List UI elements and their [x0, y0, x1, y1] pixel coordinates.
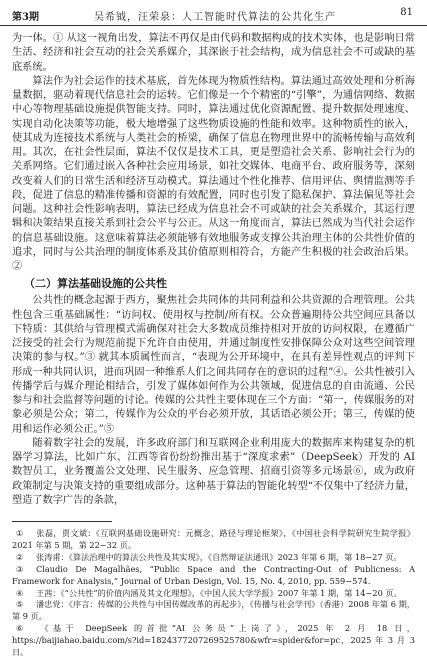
section-heading: （二）算法基础设施的公共性 [24, 277, 167, 291]
paragraph-publicness-concept: 公共性的概念起源于西方，聚焦社会共同体的共同利益和公共资源的合理管理。公共性包含三重基础属性：“访问权、使用权与控制/所有权。公众普遍期待公共空间应具备以下特质：其供给与管理模式需确保对社会大多数成员维持相对开放的访问权限，在遵循广泛接受的社会行为规范前提下允许自由使用，并通过制度性安排保障公众对这些空间管理决策的参与权。”③ 就其本质属性而言，“表现为公开环境中，在具有差异性观点的评判下形成一种共同认识，进而巩固一种维系人们之间共同存在的意识的过程”④。公共性被引入传播学后与媒介理论相结合，引发了媒体如何作为公共领域，促进信息的自由流通、公民参与和社会监督等问题的讨论。传媒的公共性主要体现在三个方面：“第一，传媒服务的对象必须是公众；第二，传媒作为公众的平台必须开放，其话语必须公开；第三，传媒的使用和运作必须公正。”⑤ [12, 295, 415, 435]
paragraph-digital-society: 随着数字社会的发展，许多政府部门和互联网企业利用庞大的数据库来构建复杂的机器学习算法，比如广东、江西等省份纷纷推出基于“深度求索”（DeepSeek）开发的 AI 数智员工，业务覆盖公文处理、民生服务、应急管理、招商引资等多元场景⑥，成为政府政策制定与决策支持的重要组成部分。这种基于算法的智能化转型“不仅集中了经济力量，塑造了数字广告的条款， [12, 437, 415, 506]
footnote-item: ③ Claudio De Magalhães, “Public Space and the Contracting-Out of Publicness: A Framework for Analysis,” Journal of Urban Design, Vol. 15, No. 4, 2010, pp. 559−574. [12, 563, 415, 586]
running-title: 吴希钺，汪荣泉：人工智能时代算法的公共化生产 [94, 12, 336, 23]
footnote-item: ⑥ 《基于 DeepSeek 的首批“AI 公务员”上岗了》，2025 年 2 月 18 日，https://baijiahao.baidu.com/s?id=1824377207269525780&wfr=spider&for=pc，2025 年 3 月 3 日。 [12, 623, 415, 658]
running-header [0, 0, 427, 26]
footnote-item: ⑤ 潘忠党：《序言：传媒的公共性与中国传媒改革的再起步》，《传播与社会学刊》（香港）2008 年第 6 期，第 9 页。 [12, 599, 415, 622]
footnote-divider [12, 521, 112, 522]
paragraph-continuation: 为一体。① 从这一视角出发，算法不再仅是由代码和数据构成的技术实体，也是影响日常生活、经济和社会互动的社会关系媒介，其深嵌于社会结构，成为信息社会不可或缺的基底系统。 [12, 33, 415, 73]
footnote-item: ① 张磊，贾文斌：《互联网基础设施研究：元概念、路径与理论框架》，《中国社会科学院研究生院学报》2021 年第 5 期，第 22−32 页。 [12, 528, 415, 550]
footnote-item: ④ 王茜：《“公共性”的价值内涵及其文化理想》，《中国人民大学学报》2007 年第 1 期，第 14−20 页。 [16, 587, 402, 598]
footnote-item: ② 张涛甫：《算法治理中的算法公共性及其实现》，《自然辩证法通讯》2023 年第 6 期，第 18−27 页。 [16, 551, 402, 562]
footnotes [12, 521, 415, 659]
issue-number: 第3期 [12, 12, 39, 23]
article-body [12, 32, 415, 508]
page-number: 81 [400, 7, 413, 18]
paragraph-technical-base: 算法作为社会运作的技术基底，首先体现为物质性结构。算法通过高效处理和分析海量数据，驱动着现代信息社会的运转。它们像是一个个精密的“引擎”，为通信网络、数据中心等物理基础设施提供智能支持。同时，算法通过优化资源配置、提升数据处理速度、实现自动化决策等功能，极大地增强了这些物质设施的性能和效率。这种物质性的嵌入，使其成为连接技术系统与人类社会的桥梁，确保了信息在物理世界中的流畅传输与高效利用。其次，在社会性层面，算法不仅仅是技术工具，更是塑造社会关系、影响社会行为的关系网络。它们通过嵌入各种社会应用场景，如社交媒体、电商平台、政府服务等，深刻改变着人们的日常生活和经济互动模式。算法通过个性化推荐、信用评估、舆情监测等手段，促进了信息的精准传播和资源的有效配置，同时也引发了隐私保护、算法偏见等社会问题。这种社会性影响表明，算法已经成为信息社会不可或缺的社会关系媒介，其运行逻辑和决策结果直接关系到社会公平与公正。从这一角度而言，算法已然成为当代社会运作的信息基础设施。这意味着算法必须能够有效地服务或支撑公共治理主体的公共性价值的追求，同时与公共治理的制度体系及其价值原则相符合，方能产生积极的社会政治后果。② [12, 75, 415, 272]
